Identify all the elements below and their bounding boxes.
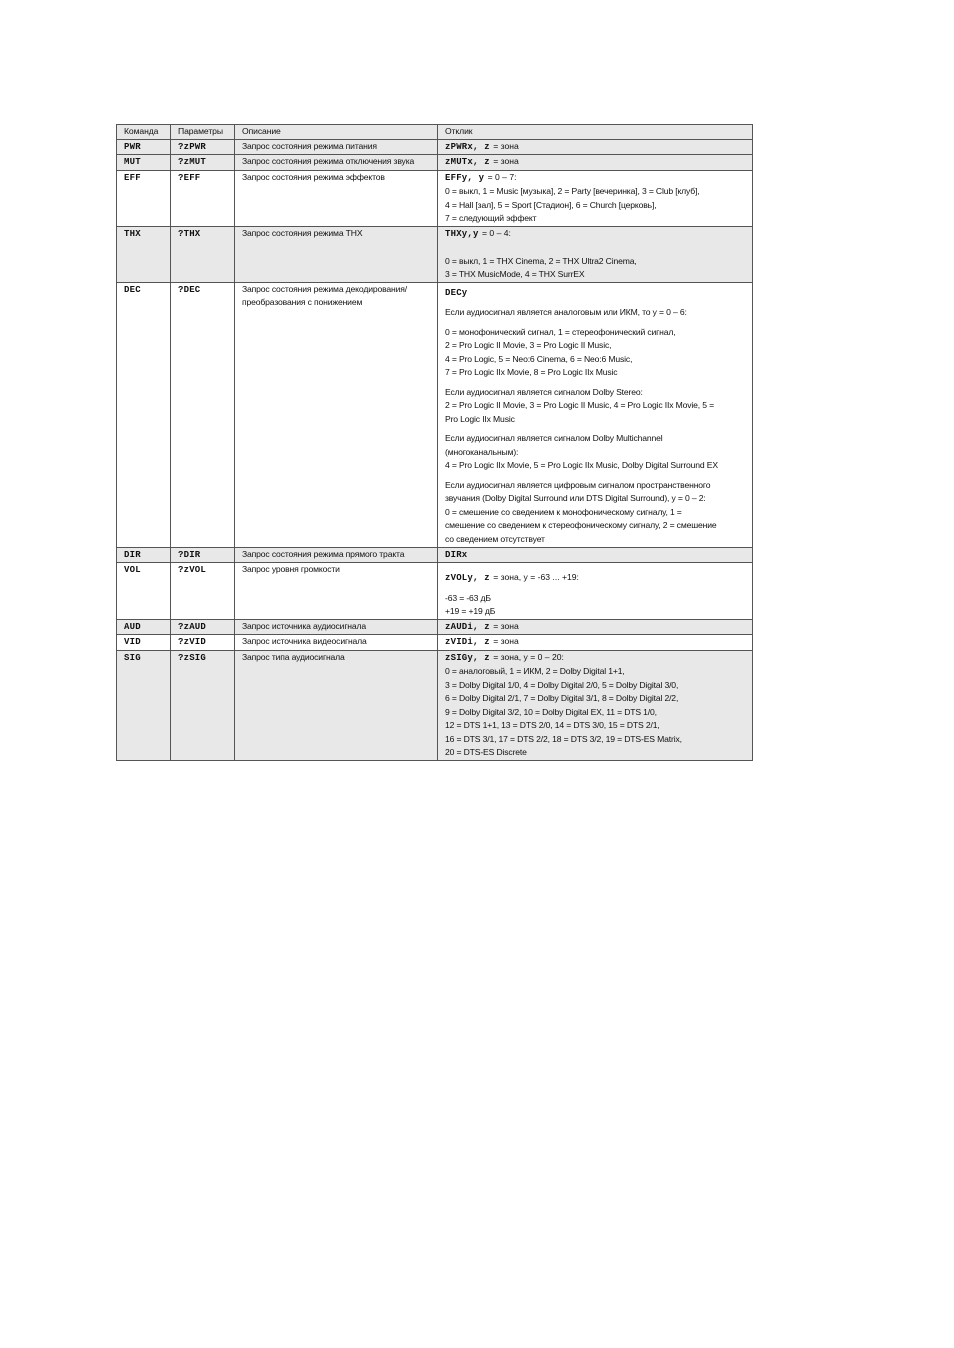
response-line: 16 = DTS 3/1, 17 = DTS 2/2, 18 = DTS 3/2, 19 = DTS-ES Matrix, (445, 733, 682, 744)
response-cell (438, 226, 753, 282)
response-code: EFFy, y (445, 172, 485, 183)
response-code: zVIDi, z (445, 637, 490, 647)
response-line: Если аудиосигнал является сигналом Dolby Multichannel (445, 433, 663, 443)
parameter-cell (171, 563, 235, 620)
command-cell (117, 619, 171, 635)
response-block (445, 306, 752, 320)
command-cell (117, 139, 171, 155)
header-command: Команда (117, 125, 171, 140)
description-line: Запрос состояния режима прямого тракта (242, 548, 405, 559)
parameter-code: ?DIR (178, 549, 201, 560)
description-cell (235, 170, 438, 226)
description-cell (235, 619, 438, 635)
response-line: 12 = DTS 1+1, 13 = DTS 2/0, 14 = DTS 3/0, 15 = DTS 2/1, (445, 720, 660, 730)
table-row (117, 619, 753, 635)
response-line: 3 = Dolby Digital 1/0, 4 = Dolby Digital 2/0, 5 = Dolby Digital 3/0, (445, 679, 679, 690)
command-cell (117, 547, 171, 563)
table-row (117, 650, 753, 760)
response-line: 3 = THX MusicMode, 4 = THX SurrEX (445, 269, 585, 279)
response-line: 0 = выкл, 1 = Music [музыка], 2 = Party [вечеринка], 3 = Club [клуб], (445, 186, 700, 196)
table-row (117, 635, 753, 651)
parameter-cell (171, 650, 235, 760)
response-code: zPWRx, z (445, 141, 490, 152)
command-code: MUT (124, 157, 141, 167)
response-line: звучания (Dolby Digital Surround или DTS Digital Surround), y = 0 – 2: (445, 493, 706, 503)
description-cell (235, 650, 438, 760)
description-line: Запрос состояния режима декодирования/ (242, 283, 408, 294)
description-line: преобразования с понижением (242, 297, 363, 307)
response-line: 4 = Hall [зал], 5 = Sport [Стадион], 6 = Church [церковь], (445, 199, 657, 210)
response-cell (438, 635, 753, 651)
command-code: VOL (124, 565, 141, 575)
table-row (117, 139, 753, 155)
parameter-code: ?zVOL (178, 565, 207, 575)
description-cell (235, 282, 438, 547)
response-line: 7 = Pro Logic IIx Movie, 8 = Pro Logic IIx Music (445, 367, 618, 377)
command-code: VID (124, 637, 141, 647)
response-code: zVOLy, z (445, 573, 490, 583)
response-line: 20 = DTS-ES Discrete (445, 747, 527, 757)
response-line: 0 = выкл, 1 = THX Cinema, 2 = THX Ultra2 Cinema, (445, 255, 637, 266)
response-text: = зона (490, 156, 519, 166)
response-line: 2 = Pro Logic II Movie, 3 = Pro Logic II Music, 4 = Pro Logic IIx Movie, 5 = (445, 400, 714, 410)
parameter-code: ?THX (178, 228, 201, 239)
response-line: +19 = +19 дБ (445, 606, 496, 616)
parameter-code: ?zPWR (178, 141, 207, 152)
response-line: 7 = следующий эффект (445, 213, 537, 223)
description-line: Запрос состояния режима эффектов (242, 171, 385, 182)
command-cell (117, 155, 171, 171)
parameter-cell (171, 170, 235, 226)
command-code: SIG (124, 652, 141, 663)
response-line: 4 = Pro Logic, 5 = Neo:6 Cinema, 6 = Neo:6 Music, (445, 353, 633, 364)
description-cell (235, 563, 438, 620)
response-code: zMUTx, z (445, 157, 490, 167)
table-row (117, 563, 753, 620)
parameter-cell (171, 619, 235, 635)
command-code: AUD (124, 621, 141, 632)
description-line: Запрос состояния режима питания (242, 140, 377, 151)
parameter-code: ?zAUD (178, 621, 207, 632)
parameter-cell (171, 282, 235, 547)
parameter-code: ?zMUT (178, 157, 207, 167)
response-line: 9 = Dolby Digital 3/2, 10 = Dolby Digital EX, 11 = DTS 1/0, (445, 706, 657, 717)
response-line: (многоканальным): (445, 446, 519, 457)
response-code: zSIGy, z (445, 652, 490, 663)
response-cell (438, 170, 753, 226)
command-code: DIR (124, 549, 141, 560)
command-cell (117, 563, 171, 620)
response-line: Если аудиосигнал является сигналом Dolby Stereo: (445, 386, 643, 397)
parameter-code: ?zVID (178, 637, 207, 647)
response-line: 4 = Pro Logic IIx Movie, 5 = Pro Logic IIx Music, Dolby Digital Surround EX (445, 460, 718, 470)
description-line: Запрос состояния режима отключения звука (242, 156, 415, 166)
table-row (117, 282, 753, 547)
response-line: 0 = аналоговый, 1 = ИКМ, 2 = Dolby Digital 1+1, (445, 666, 625, 676)
parameter-code: ?DEC (178, 284, 201, 295)
parameter-code: ?zSIG (178, 652, 207, 663)
command-code: THX (124, 228, 141, 239)
response-text: = зона (490, 636, 519, 646)
table-row (117, 170, 753, 226)
response-block (445, 479, 752, 547)
response-line: со сведением отсутствует (445, 533, 545, 544)
table-header-row (117, 125, 753, 140)
header-parameters: Параметры (171, 125, 235, 140)
response-line: 0 = монофонический сигнал, 1 = стереофонический сигнал, (445, 326, 676, 337)
header-description: Описание (235, 125, 438, 140)
command-cell (117, 170, 171, 226)
command-cell (117, 226, 171, 282)
response-line: -63 = -63 дБ (445, 592, 491, 603)
command-cell (117, 282, 171, 547)
response-code: DECy (445, 287, 468, 298)
response-text: = 0 – 7: (485, 171, 517, 182)
description-cell (235, 635, 438, 651)
command-cell (117, 635, 171, 651)
command-code: EFF (124, 172, 141, 183)
description-line: Запрос источника аудиосигнала (242, 620, 367, 631)
response-text: = зона, y = -63 ... +19: (490, 572, 579, 582)
description-line: Запрос уровня громкости (242, 564, 340, 574)
response-line: 0 = смешение со сведением к монофоническому сигналу, 1 = (445, 506, 682, 517)
response-line: 6 = Dolby Digital 2/1, 7 = Dolby Digital 3/1, 8 = Dolby Digital 2/2, (445, 693, 679, 703)
response-cell (438, 619, 753, 635)
command-cell (117, 650, 171, 760)
description-cell (235, 139, 438, 155)
parameter-cell (171, 155, 235, 171)
parameter-cell (171, 635, 235, 651)
response-block (445, 326, 752, 380)
response-line: Если аудиосигнал является цифровым сигналом пространственного (445, 479, 711, 490)
description-line: Запрос типа аудиосигнала (242, 651, 345, 662)
response-cell (438, 282, 753, 547)
response-cell (438, 650, 753, 760)
response-code: THXy,y (445, 228, 479, 239)
response-text: = зона (490, 620, 519, 631)
response-cell (438, 139, 753, 155)
response-text: = зона, y = 0 – 20: (490, 651, 564, 662)
table-row (117, 155, 753, 171)
parameter-cell (171, 547, 235, 563)
parameter-cell (171, 226, 235, 282)
description-cell (235, 226, 438, 282)
response-cell (438, 563, 753, 620)
description-line: Запрос состояния режима THX (242, 227, 363, 238)
header-response: Отклик (438, 125, 753, 140)
response-block (445, 386, 752, 427)
response-line: 2 = Pro Logic II Movie, 3 = Pro Logic II Music, (445, 340, 612, 350)
response-spacer (445, 241, 752, 255)
command-table (116, 124, 753, 761)
description-cell (235, 155, 438, 171)
description-line: Запрос источника видеосигнала (242, 636, 367, 646)
command-code: DEC (124, 284, 141, 295)
response-code: zAUDi, z (445, 621, 490, 632)
description-cell (235, 547, 438, 563)
response-text: = зона (490, 140, 519, 151)
response-cell (438, 547, 753, 563)
response-text: = 0 – 4: (479, 227, 511, 238)
table-row (117, 547, 753, 563)
response-cell (438, 155, 753, 171)
response-block (445, 432, 752, 473)
command-code: PWR (124, 141, 141, 152)
parameter-code: ?EFF (178, 172, 201, 183)
response-line: смешение со сведением к стереофоническому сигналу, 2 = смешение (445, 520, 717, 530)
response-code: DIRx (445, 549, 468, 560)
table-row (117, 226, 753, 282)
response-line: Если аудиосигнал является аналоговым или ИКМ, то y = 0 – 6: (445, 307, 687, 317)
response-line: Pro Logic IIx Music (445, 413, 515, 424)
parameter-cell (171, 139, 235, 155)
